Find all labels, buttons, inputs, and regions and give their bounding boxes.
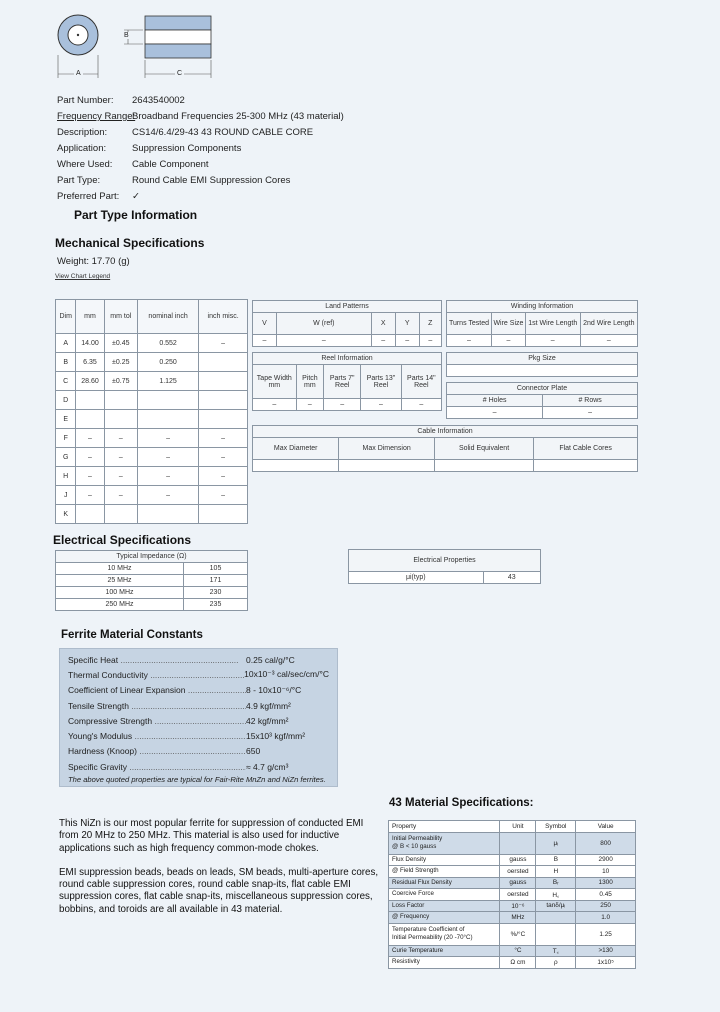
electrical-properties-table: [348, 549, 541, 584]
mech-cell: [104, 410, 137, 429]
mech-cell: [137, 410, 198, 429]
impedance-row: [56, 587, 248, 599]
ferrite-row: [68, 683, 329, 698]
mech-cell: –: [76, 486, 104, 505]
land-pattern-value: –: [419, 335, 441, 347]
winding-value: –: [580, 335, 637, 347]
mech-cell: 1.125: [137, 372, 198, 391]
ferrite-property: [68, 655, 246, 665]
reel-value: –: [361, 399, 401, 411]
mat43-value: 10: [576, 866, 636, 878]
part-field-row: [57, 143, 387, 159]
mat43-unit: [500, 832, 536, 854]
mech-cell: [199, 353, 248, 372]
mat43-row: [389, 923, 636, 945]
land-patterns-title: Land Patterns: [253, 301, 442, 313]
part-field-row: [57, 175, 387, 191]
ferrite-property-label: Specific Gravity: [68, 761, 128, 772]
mat43-header: Property: [389, 821, 500, 833]
mech-row: [56, 334, 248, 353]
mat43-value: 1300: [576, 877, 636, 889]
reel-table: [252, 352, 442, 411]
impedance-frequency: 100 MHz: [56, 587, 184, 599]
mech-cell: –: [137, 486, 198, 505]
cable-header: Flat Cable Cores: [534, 438, 638, 460]
mat43-unit: °C: [500, 945, 536, 957]
ferrite-value: 42 kgf/mm²: [246, 715, 289, 726]
mat43-property: Initial Permeability @ B < 10 gauss: [389, 832, 500, 854]
pkg-table: [446, 352, 638, 377]
mat43-row: [389, 912, 636, 924]
mech-cell: –: [76, 448, 104, 467]
mat43-property: @ Frequency: [389, 912, 500, 924]
mech-cell: F: [56, 429, 76, 448]
mat43-symbol: μᵢ: [536, 832, 576, 854]
ferrite-row: [68, 759, 329, 774]
cable-header: Solid Equivalent: [434, 438, 533, 460]
mat43-property: Loss Factor: [389, 900, 500, 912]
winding-table: [446, 300, 638, 347]
mech-cell: [199, 505, 248, 524]
winding-header: Wire Size: [491, 313, 525, 335]
winding-value: –: [525, 335, 580, 347]
reel-value: –: [296, 399, 324, 411]
connector-table: [446, 382, 638, 419]
mat43-header: Value: [576, 821, 636, 833]
ferrite-value: 10x10⁻³ cal/sec/cm/°C: [244, 669, 329, 680]
mech-row: [56, 372, 248, 391]
mech-cell: [199, 372, 248, 391]
mech-cell: [199, 391, 248, 410]
mech-cell: D: [56, 391, 76, 410]
land-pattern-value: –: [253, 335, 277, 347]
mech-cell: ±0.75: [104, 372, 137, 391]
mat43-unit: gauss: [500, 854, 536, 866]
mech-cell: B: [56, 353, 76, 372]
mech-cell: –: [137, 467, 198, 486]
part-field-label: Application:: [57, 143, 107, 154]
land-pattern-value: –: [395, 335, 419, 347]
part-field-row: [57, 111, 387, 127]
electrical-heading: Electrical Specifications: [53, 533, 192, 547]
impedance-value: 235: [184, 599, 248, 611]
mat43-symbol: Bᵣ: [536, 877, 576, 889]
mech-cell: 14.00: [76, 334, 104, 353]
material-description: [59, 818, 381, 916]
description-paragraph-2: EMI suppression beads, beads on leads, SM beads, multi-aperture cores, round cable suppression cores, round cable snap-its, flat cable EMI suppression cores, flat cable snap-its, miscellaneous suppression cores, bobbins, and toroids are all available in 43 material.: [59, 866, 379, 915]
mat43-row: [389, 900, 636, 912]
mat43-row: [389, 854, 636, 866]
mat43-row: [389, 957, 636, 969]
weight-text: Weight: 17.70 (g): [57, 256, 130, 267]
mech-cell: 28.60: [76, 372, 104, 391]
mech-cell: [137, 391, 198, 410]
dim-b-label: B: [124, 32, 129, 39]
mech-cell: 0.552: [137, 334, 198, 353]
winding-header: Turns Tested: [447, 313, 492, 335]
part-field-row: [57, 95, 387, 111]
part-field-label: Where Used:: [57, 159, 113, 170]
mech-row: [56, 429, 248, 448]
mech-cell: H: [56, 467, 76, 486]
mat43-row: [389, 877, 636, 889]
mech-cell: –: [137, 448, 198, 467]
mech-cell: –: [104, 429, 137, 448]
mech-cell: [199, 410, 248, 429]
reel-header: Pitch mm: [296, 365, 324, 399]
part-type-heading: Part Type Information: [74, 208, 198, 222]
winding-header: 2nd Wire Length: [580, 313, 637, 335]
impedance-header: Typical Impedance (Ω): [56, 551, 248, 563]
part-field-label: Description:: [57, 127, 108, 138]
reel-value: –: [401, 399, 441, 411]
land-pattern-header: V: [253, 313, 277, 335]
mech-cell: –: [199, 448, 248, 467]
mat43-property: Residual Flux Density: [389, 877, 500, 889]
mech-header: mm: [76, 300, 104, 334]
impedance-table: [55, 550, 248, 611]
mech-cell: –: [199, 467, 248, 486]
part-field-row: [57, 159, 387, 175]
mat43-unit: %/°C: [500, 923, 536, 945]
reel-header: Parts 14" Reel: [401, 365, 441, 399]
mech-cell: A: [56, 334, 76, 353]
ferrite-value: ≈ 4.7 g/cm³: [246, 761, 289, 772]
mat43-header: Symbol: [536, 821, 576, 833]
mu-value: 43: [483, 572, 540, 584]
ferrite-property-label: Tensile Strength: [68, 700, 129, 711]
part-field-value: Round Cable EMI Suppression Cores: [132, 175, 291, 186]
mech-row: [56, 467, 248, 486]
mech-cell: –: [199, 334, 248, 353]
mech-row: [56, 353, 248, 372]
mech-cell: –: [199, 486, 248, 505]
mech-cell: [104, 391, 137, 410]
reel-value: –: [324, 399, 361, 411]
cable-table: [252, 425, 638, 472]
impedance-value: 171: [184, 575, 248, 587]
impedance-value: 105: [184, 563, 248, 575]
mat43-value: >130: [576, 945, 636, 957]
mu-label: μi(typ): [349, 572, 484, 584]
part-field-label: Part Number:: [57, 95, 114, 106]
ferrite-property: [68, 716, 246, 726]
mech-cell: G: [56, 448, 76, 467]
mat43-property: Resistivity: [389, 957, 500, 969]
ferrite-property: [68, 746, 246, 756]
ferrite-property-label: Specific Heat: [68, 654, 119, 665]
mat43-heading: 43 Material Specifications:: [389, 797, 534, 809]
impedance-row: [56, 599, 248, 611]
mat43-value: 250: [576, 900, 636, 912]
mat43-unit: MHz: [500, 912, 536, 924]
mech-cell: J: [56, 486, 76, 505]
mech-cell: [76, 391, 104, 410]
mech-cell: –: [76, 429, 104, 448]
ferrite-heading: Ferrite Material Constants: [61, 629, 203, 641]
mech-cell: 6.35: [76, 353, 104, 372]
mech-cell: [76, 505, 104, 524]
mech-cell: E: [56, 410, 76, 429]
ferrite-panel: [59, 648, 338, 787]
mech-cell: 0.250: [137, 353, 198, 372]
reel-value: –: [253, 399, 297, 411]
ferrite-row: [68, 744, 329, 759]
mech-row: [56, 505, 248, 524]
part-field-value: Suppression Components: [132, 143, 242, 154]
mat43-unit: Ω cm: [500, 957, 536, 969]
connector-title: Connector Plate: [447, 383, 638, 395]
land-pattern-header: Z: [419, 313, 441, 335]
ferrite-value: 8 - 10x10⁻⁶/°C: [246, 684, 302, 695]
winding-title: Winding Information: [447, 301, 638, 313]
cable-title: Cable Information: [253, 426, 638, 438]
mat43-symbol: tanδ/μᵢ: [536, 900, 576, 912]
part-field-value: CS14/6.4/29-43 43 ROUND CABLE CORE: [132, 127, 314, 138]
mech-cell: –: [199, 429, 248, 448]
reel-header: Tape Width mm: [253, 365, 297, 399]
part-field-row: [57, 127, 387, 143]
mech-row: [56, 391, 248, 410]
ferrite-property-label: Thermal Conductivity: [68, 669, 148, 680]
mat43-row: [389, 866, 636, 878]
cable-header: Max Dimension: [339, 438, 434, 460]
mat43-property: @ Field Strength: [389, 866, 500, 878]
land-patterns-table: [252, 300, 442, 347]
mech-cell: [104, 505, 137, 524]
ferrite-property-label: Young's Modulus: [68, 731, 133, 742]
ferrite-row: [68, 652, 329, 667]
mat43-table: [388, 820, 636, 969]
ferrite-property-label: Hardness (Knoop): [68, 746, 137, 757]
dim-a-label: A: [76, 70, 81, 77]
mat43-value: 1.25: [576, 923, 636, 945]
ferrite-row: [68, 713, 329, 728]
mat43-symbol: H꜀: [536, 889, 576, 901]
land-pattern-value: –: [276, 335, 371, 347]
mat43-property: Flux Density: [389, 854, 500, 866]
mech-header: nominal inch: [137, 300, 198, 334]
mat43-unit: 10⁻⁶: [500, 900, 536, 912]
winding-header: 1st Wire Length: [525, 313, 580, 335]
cable-header: Max Diameter: [253, 438, 339, 460]
mat43-unit: oersted: [500, 889, 536, 901]
mat43-symbol: T꜀: [536, 945, 576, 957]
mat43-row: [389, 832, 636, 854]
impedance-frequency: 25 MHz: [56, 575, 184, 587]
mat43-value: 1x10⁵: [576, 957, 636, 969]
mech-cell: ±0.45: [104, 334, 137, 353]
ferrite-row: [68, 728, 329, 743]
mech-row: [56, 410, 248, 429]
mech-cell: –: [76, 467, 104, 486]
mechanical-heading: Mechanical Specifications: [55, 236, 205, 250]
pkg-title: Pkg Size: [447, 353, 638, 365]
winding-value: –: [491, 335, 525, 347]
mat43-property: Coercive Force: [389, 889, 500, 901]
land-pattern-header: X: [371, 313, 395, 335]
mat43-symbol: H: [536, 866, 576, 878]
mat43-row: [389, 945, 636, 957]
impedance-value: 230: [184, 587, 248, 599]
ferrite-property-label: Compressive Strength: [68, 715, 153, 726]
connector-value: –: [543, 407, 638, 419]
mech-cell: ±0.25: [104, 353, 137, 372]
reel-header: Parts 13" Reel: [361, 365, 401, 399]
dim-c-label: C: [177, 70, 183, 77]
ferrite-note: The above quoted properties are typical for Fair-Rite MnZn and NiZn ferrites.: [68, 775, 326, 785]
reel-header: Parts 7" Reel: [324, 365, 361, 399]
mat43-property: Curie Temperature: [389, 945, 500, 957]
connector-value: –: [447, 407, 543, 419]
mat43-header: Unit: [500, 821, 536, 833]
part-field-row: [57, 191, 387, 207]
part-field-value: Cable Component: [132, 159, 209, 170]
mech-row: [56, 486, 248, 505]
impedance-row: [56, 563, 248, 575]
ferrite-value: 0.25 cal/g/°C: [246, 654, 295, 665]
mech-cell: K: [56, 505, 76, 524]
impedance-frequency: 250 MHz: [56, 599, 184, 611]
part-field-label: Preferred Part:: [57, 191, 120, 202]
mat43-value: 0.45: [576, 889, 636, 901]
mat43-unit: gauss: [500, 877, 536, 889]
part-field-value: 2643540002: [132, 95, 185, 106]
mech-cell: –: [104, 448, 137, 467]
description-paragraph-1: This NiZn is our most popular ferrite for suppression of conducted EMI from 20 MHz to 250 MHz. This material is also used for inductive applications such as high frequency common-mode chokes.: [59, 818, 364, 854]
ferrite-property: [68, 685, 246, 695]
mat43-symbol: [536, 923, 576, 945]
mech-cell: [76, 410, 104, 429]
ferrite-property-label: Coefficient of Linear Expansion: [68, 685, 186, 696]
mech-cell: C: [56, 372, 76, 391]
electrical-properties-header: Electrical Properties: [349, 550, 541, 572]
mat43-property: Temperature Coefficient of Initial Permeability (20 -70°C): [389, 923, 500, 945]
connector-header: # Rows: [543, 395, 638, 407]
mech-row: [56, 448, 248, 467]
core-diagram: [55, 10, 225, 85]
mech-cell: –: [104, 486, 137, 505]
mech-header: Dim: [56, 300, 76, 334]
ferrite-value: 15x10³ kgf/mm²: [246, 731, 306, 742]
mat43-value: 800: [576, 832, 636, 854]
connector-header: # Holes: [447, 395, 543, 407]
mat43-symbol: ρ: [536, 957, 576, 969]
part-field-value: Broadband Frequencies 25-300 MHz (43 material): [132, 111, 344, 122]
land-pattern-header: Y: [395, 313, 419, 335]
ferrite-property: [68, 731, 246, 741]
mat43-row: [389, 889, 636, 901]
mat43-symbol: [536, 912, 576, 924]
part-field-value: ✓: [132, 191, 140, 202]
ferrite-row: [68, 698, 329, 713]
mech-cell: [137, 505, 198, 524]
land-pattern-header: W (ref): [276, 313, 371, 335]
part-field-label: Part Type:: [57, 175, 101, 186]
mat43-value: 2900: [576, 854, 636, 866]
mat43-unit: oersted: [500, 866, 536, 878]
mechanical-table: [55, 299, 248, 524]
ferrite-row: [68, 667, 329, 682]
land-pattern-value: –: [371, 335, 395, 347]
mech-header: mm tol: [104, 300, 137, 334]
winding-value: –: [447, 335, 492, 347]
part-field-label: Frequency Range:: [57, 111, 136, 122]
ferrite-property: [68, 701, 246, 711]
reel-title: Reel Information: [253, 353, 442, 365]
ferrite-property: [68, 670, 244, 680]
mech-cell: –: [137, 429, 198, 448]
chart-legend-link[interactable]: View Chart Legend: [55, 273, 111, 280]
mech-cell: –: [104, 467, 137, 486]
mech-header: inch misc.: [199, 300, 248, 334]
mat43-symbol: B: [536, 854, 576, 866]
part-fields: [57, 95, 387, 207]
mat43-value: 1.0: [576, 912, 636, 924]
impedance-row: [56, 575, 248, 587]
ferrite-property: [68, 762, 246, 772]
ferrite-value: 650: [246, 746, 261, 757]
impedance-frequency: 10 MHz: [56, 563, 184, 575]
ferrite-value: 4.9 kgf/mm²: [246, 700, 291, 711]
